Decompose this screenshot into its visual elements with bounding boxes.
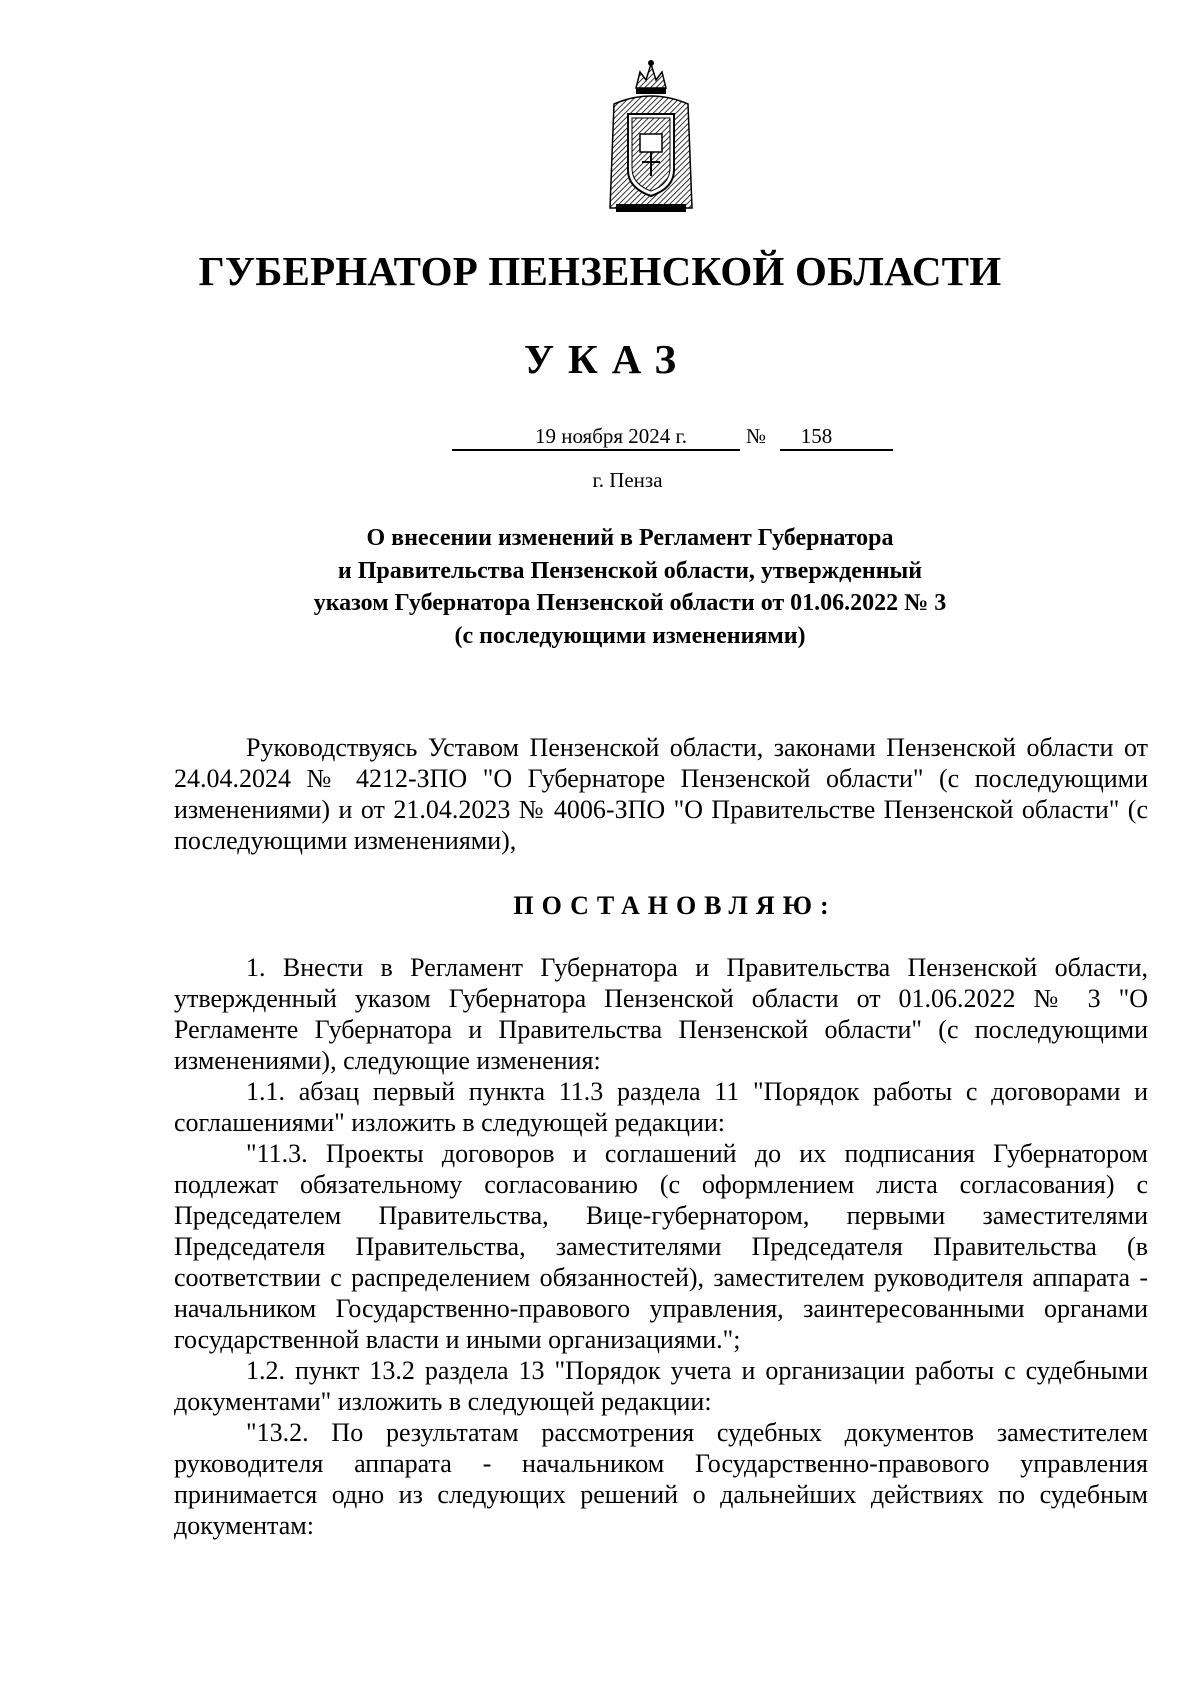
issuing-city: г. Пенза — [592, 468, 663, 492]
subject-line: и Правительства Пензенской области, утвержденный — [337, 557, 923, 584]
subject-line: (с последующими изменениями) — [454, 622, 806, 649]
number-sign: № — [746, 424, 767, 448]
subject-line: указом Губернатора Пензенской области от 01.06.2022 № 3 — [313, 590, 947, 616]
body-paragraph: 1.2. пункт 13.2 раздела 13 "Порядок учета и организации работы с судебными документами" изложить в следующей редакции: — [174, 1356, 1148, 1416]
document-date: 19 ноября 2024 г. — [452, 423, 740, 451]
decree-word: ПОСТАНОВЛЯЮ: — [513, 891, 837, 920]
decree-subject — [250, 522, 950, 652]
body-paragraph: 1.1. абзац первый пункта 11.3 раздела 11 "Порядок работы с договорами и соглашениями" изложить в следующей редакции: — [174, 1077, 1148, 1137]
body-paragraph: "11.3. Проекты договоров и соглашений до их подписания Губернатором подлежат обязательному согласованию (с оформлением листа согласования) с Председателем Правительства, Вице-губернатором, первыми заместителями Председателя Правительства, заместителями Председателя Правительства (в соответствии с распределением обязанностей), заместителем руководителя аппарата - начальником Государственно-правового управления, заинтересованными органами государственной власти и иными организациями."; — [174, 1139, 1148, 1354]
preamble — [174, 732, 1148, 856]
body-paragraph: 1. Внести в Регламент Губернатора и Правительства Пензенской области, утвержденный указом Губернатора Пензенской области от 01.06.2022 № 3 "О Регламенте Губернатора и Правительства Пензенской области" (с последующими изменениями), следующие изменения: — [174, 953, 1148, 1075]
preamble-paragraph: Руководствуясь Уставом Пензенской области, законами Пензенской области от 24.04.2024 № 4212-ЗПО "О Губернаторе Пензенской области" (с последующими изменениями) и от 21.04.2023 № 4006-ЗПО "О Правительстве Пензенской области" (с последующими изменениями), — [174, 733, 1148, 855]
document-number: 158 — [780, 423, 893, 451]
body-paragraph: "13.2. По результатам рассмотрения судебных документов заместителем руководителя аппарата - начальником Государственно-правового управления принимается одно из следующих решений о дальнейших действиях по судебным документам: — [174, 1418, 1148, 1540]
coat-of-arms-icon — [606, 58, 696, 216]
issuing-authority: ГУБЕРНАТОР ПЕНЗЕНСКОЙ ОБЛАСТИ — [198, 248, 1002, 294]
document-type-title: УКАЗ — [523, 336, 691, 382]
decree-body — [174, 952, 1148, 1541]
subject-line: О внесении изменений в Регламент Губернатора — [366, 525, 894, 551]
date-number-line — [0, 423, 1200, 453]
